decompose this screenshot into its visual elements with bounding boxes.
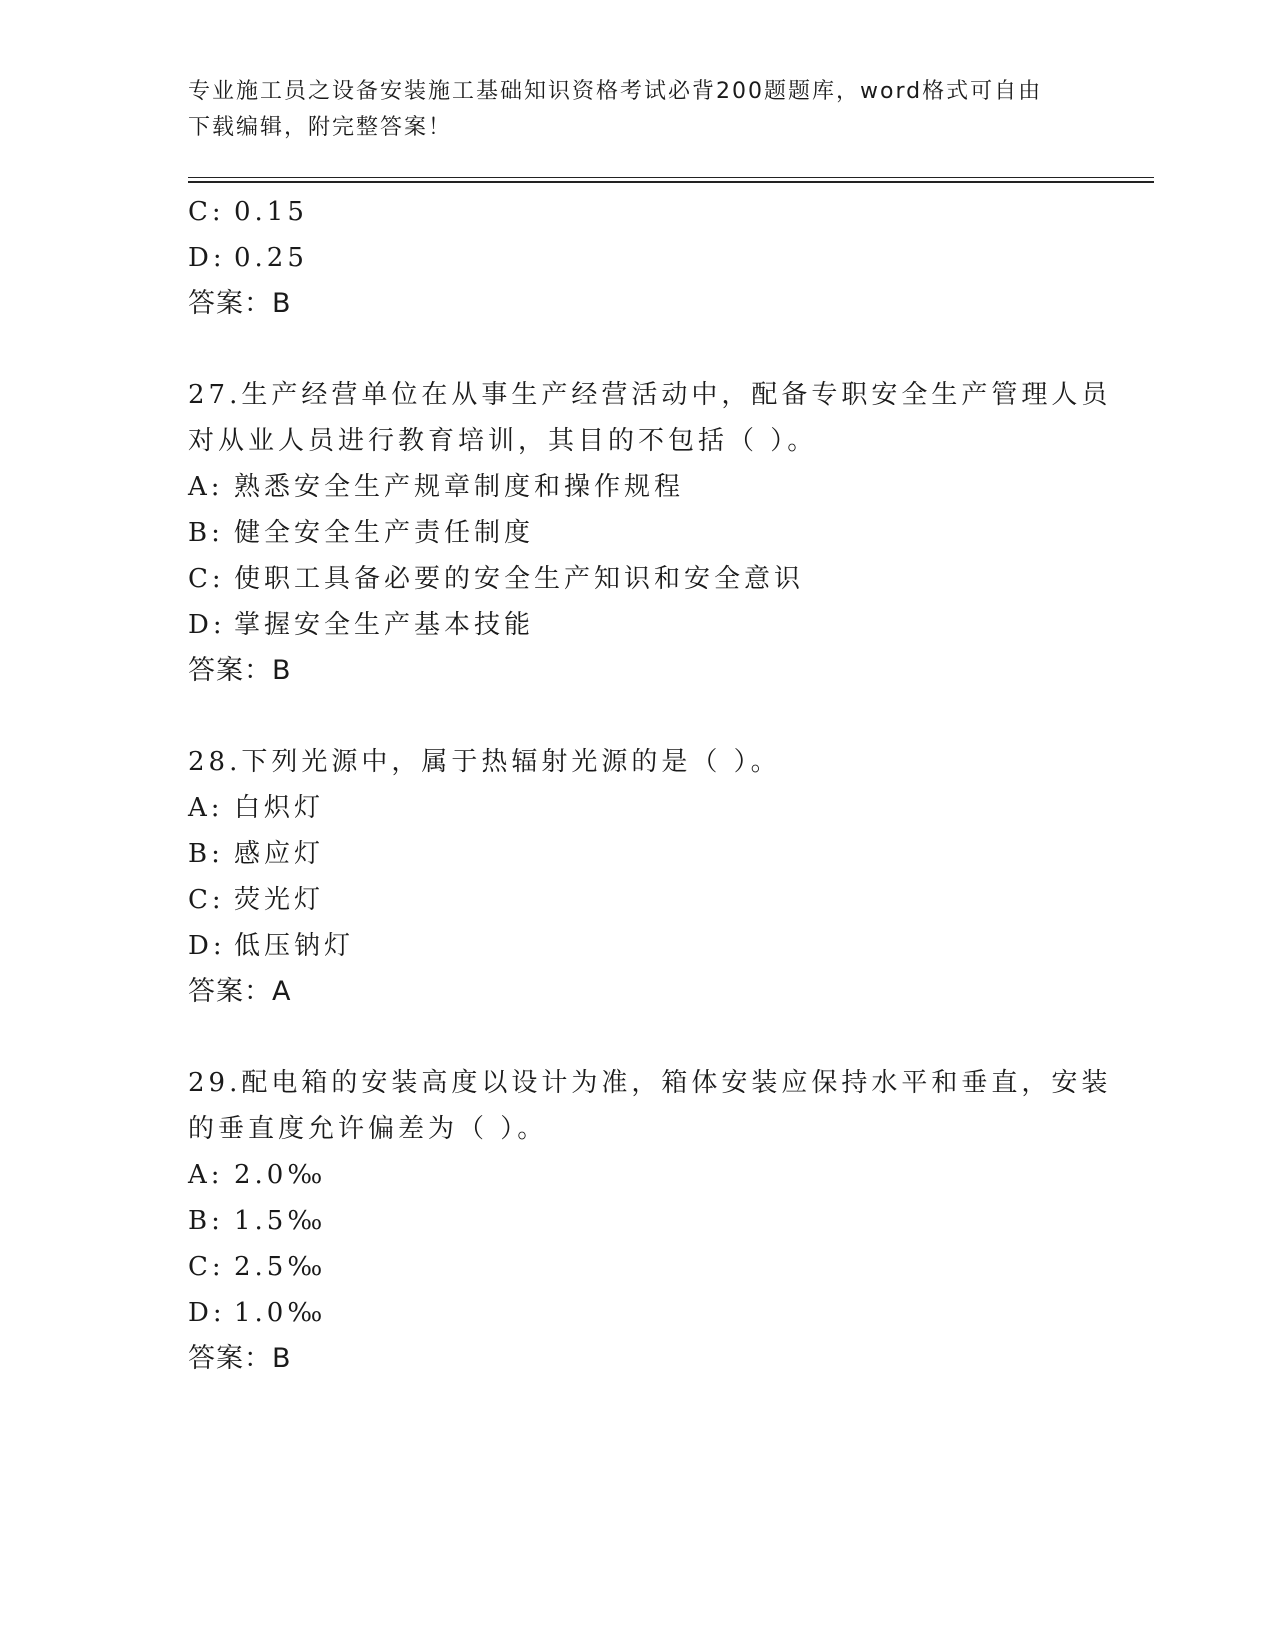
option-text: 0.15: [234, 197, 308, 227]
option-b: [188, 831, 1088, 877]
option-letter: D:: [188, 1298, 226, 1328]
option-letter: D:: [188, 243, 226, 273]
option-letter: C:: [188, 197, 225, 227]
option-d: [188, 1290, 1088, 1336]
option-letter: A:: [188, 472, 224, 502]
header-divider-thick: [188, 181, 1154, 183]
option-a: [188, 1152, 1088, 1198]
option-d: [188, 235, 1088, 281]
option-b: [188, 510, 1088, 556]
answer-line: 答案：A: [188, 976, 292, 1007]
option-c: [188, 877, 1088, 923]
option-text: 0.25: [234, 243, 308, 273]
option-d: [188, 923, 1088, 969]
option-text: 使职工具备必要的安全生产知识和安全意识: [234, 564, 805, 594]
option-letter: A:: [188, 1160, 224, 1190]
option-letter: B:: [188, 518, 224, 548]
option-text: 2.0‰: [234, 1160, 327, 1190]
option-text: 掌握安全生产基本技能: [234, 610, 535, 640]
option-letter: B:: [188, 1206, 224, 1236]
option-text: 健全安全生产责任制度: [234, 518, 535, 548]
question-stem-line: 对从业人员进行教育培训，其目的不包括（ ）。: [188, 426, 818, 456]
option-text: 熟悉安全生产规章制度和操作规程: [234, 472, 685, 502]
option-a: [188, 464, 1088, 510]
header-divider-thin: [188, 177, 1154, 178]
answer-line: 答案：B: [188, 655, 292, 686]
option-text: 低压钠灯: [234, 931, 355, 961]
option-c: [188, 556, 1088, 602]
spacer: [188, 327, 1088, 372]
document-header: [188, 74, 1088, 146]
question-stem-line: 28.下列光源中，属于热辐射光源的是（ ）。: [188, 747, 781, 777]
option-d: [188, 602, 1088, 648]
spacer: [188, 1015, 1088, 1060]
question-stem-line: 29.配电箱的安装高度以设计为准，箱体安装应保持水平和垂直，安装: [188, 1068, 1112, 1098]
option-letter: D:: [188, 610, 226, 640]
option-text: 2.5‰: [234, 1252, 327, 1282]
question-stem-line: 27.生产经营单位在从事生产经营活动中，配备专职安全生产管理人员: [188, 380, 1112, 410]
question-26-continued: [188, 189, 1088, 327]
spacer: [188, 694, 1088, 739]
header-line-1: 专业施工员之设备安装施工基础知识资格考试必背200题题库，word格式可自由: [188, 79, 1043, 104]
answer-line: 答案：B: [188, 288, 292, 319]
option-a: [188, 785, 1088, 831]
question-list: [188, 189, 1112, 1382]
option-text: 荧光灯: [234, 885, 325, 915]
option-letter: C:: [188, 885, 225, 915]
option-letter: D:: [188, 931, 226, 961]
option-letter: C:: [188, 1252, 225, 1282]
option-letter: A:: [188, 793, 224, 823]
option-c: [188, 1244, 1088, 1290]
question-stem-line: 的垂直度允许偏差为（ ）。: [188, 1114, 548, 1144]
option-c: [188, 189, 1088, 235]
question-28: [188, 739, 1088, 1015]
answer-line: 答案：B: [188, 1343, 292, 1374]
option-text: 1.5‰: [234, 1206, 327, 1236]
option-text: 感应灯: [234, 839, 325, 869]
question-27: [188, 372, 1112, 694]
option-letter: B:: [188, 839, 224, 869]
option-b: [188, 1198, 1088, 1244]
header-line-2: 下载编辑，附完整答案！: [188, 115, 453, 140]
question-29: [188, 1060, 1112, 1382]
option-letter: C:: [188, 564, 225, 594]
option-text: 白炽灯: [234, 793, 325, 823]
option-text: 1.0‰: [234, 1298, 327, 1328]
